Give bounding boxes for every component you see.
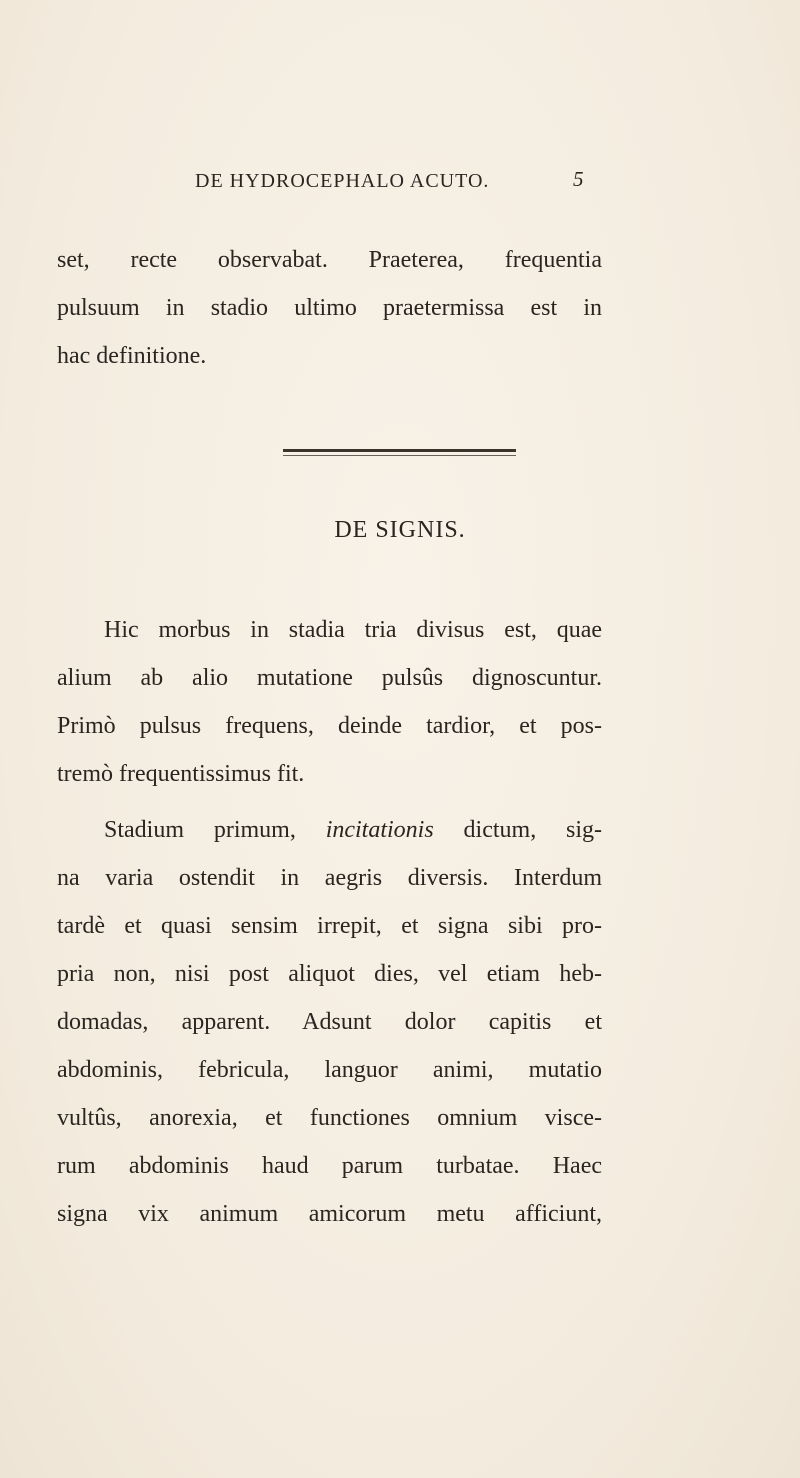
text-line: tremò frequentissimus fit. — [57, 761, 305, 787]
text-line: alium ab alio mutatione pulsûs dignoscuntur. — [57, 665, 602, 691]
section-divider-thick — [283, 449, 516, 452]
page-number: 5 — [573, 167, 584, 191]
text-segment: dictum, sig- — [463, 817, 603, 843]
text-line: pria non, nisi post aliquot dies, vel etiam heb- — [57, 961, 602, 987]
italic-term: incitationis — [325, 817, 434, 843]
text-line: rum abdominis haud parum turbatae. Haec — [57, 1153, 602, 1179]
text-line: pulsuum in stadio ultimo praetermissa est in — [57, 295, 602, 321]
text-segment: Stadium primum, — [104, 817, 296, 843]
running-head: DE HYDROCEPHALO ACUTO. — [195, 170, 490, 192]
text-line — [57, 806, 602, 854]
text-line: hac definitione. — [57, 343, 207, 369]
text-line: Primò pulsus frequens, deinde tardior, et pos- — [57, 713, 602, 739]
paragraph-intro — [57, 236, 602, 380]
paragraph-stages — [57, 606, 602, 798]
text-line: vultûs, anorexia, et functiones omnium visce- — [57, 1105, 602, 1131]
section-divider-thin — [283, 455, 516, 456]
text-line: abdominis, febricula, languor animi, mutatio — [57, 1057, 602, 1083]
paragraph-first-stage — [57, 806, 602, 1238]
text-line: domadas, apparent. Adsunt dolor capitis et — [57, 1009, 602, 1035]
text-line: set, recte observabat. Praeterea, frequentia — [57, 247, 602, 273]
section-heading: DE SIGNIS. — [334, 517, 466, 543]
text-line: Hic morbus in stadia tria divisus est, quae — [104, 617, 602, 643]
text-line: na varia ostendit in aegris diversis. Interdum — [57, 865, 602, 891]
text-line: tardè et quasi sensim irrepit, et signa sibi pro- — [57, 913, 602, 939]
text-line: signa vix animum amicorum metu afficiunt, — [57, 1201, 602, 1227]
